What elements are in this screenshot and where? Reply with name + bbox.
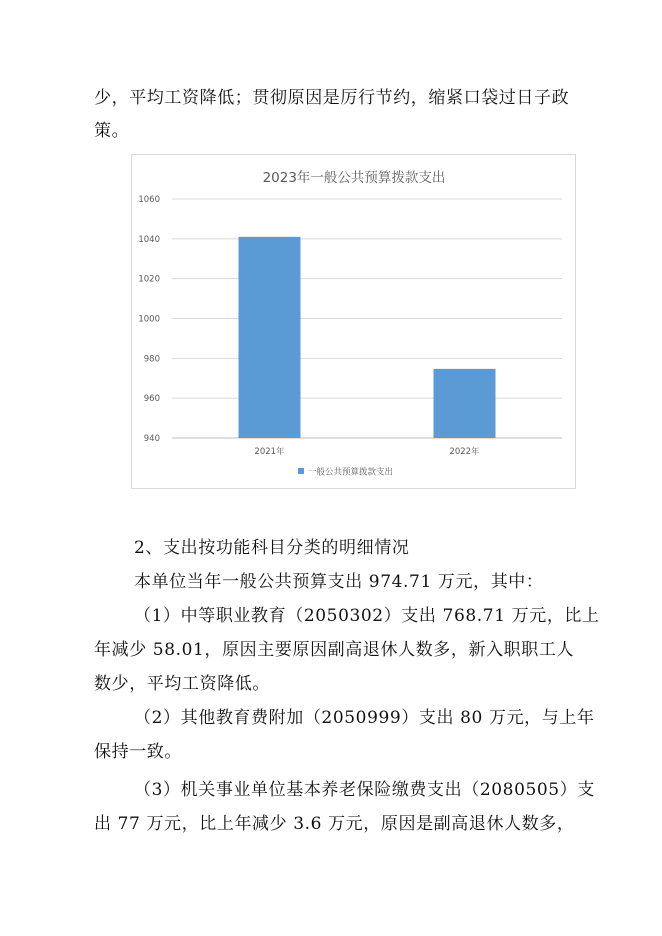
paragraph-line: （2）其他教育费附加（2050999）支出 80 万元，与上年: [134, 708, 595, 728]
bar: [239, 237, 301, 438]
section-heading: 2、支出按功能科目分类的明细情况: [134, 538, 410, 558]
legend-label: 一般公共预算拨款支出: [308, 467, 394, 478]
chart-legend: [298, 467, 393, 478]
paragraph-line: 本单位当年一般公共预算支出 974.71 万元，其中：: [134, 572, 544, 592]
chart-canvas: [132, 155, 577, 490]
x-tick-label: 2021年: [254, 447, 285, 457]
paragraph-line: （3）机关事业单位基本养老保险缴费支出（2080505）支: [134, 780, 595, 800]
y-tick-label: 1040: [138, 234, 160, 245]
y-tick-label: 1000: [138, 314, 160, 325]
bar: [434, 369, 496, 438]
bar-chart: [131, 154, 576, 489]
y-tick-label: 1020: [138, 274, 160, 285]
paragraph-line: 保持一致。: [94, 742, 182, 762]
y-tick-label: 980: [143, 354, 160, 365]
chart-title: 2023年一般公共预算拨款支出: [262, 170, 446, 186]
paragraph-line: 数少，平均工资降低。: [94, 674, 270, 694]
y-tick-label: 1060: [138, 195, 160, 205]
legend-swatch: [298, 468, 304, 474]
paragraph-line: 少，平均工资降低；贯彻原因是厉行节约，缩紧口袋过日子政: [94, 88, 570, 108]
paragraph-line: 年减少 58.01，原因主要原因副高退休人数多，新入职职工人: [94, 640, 575, 660]
paragraph-line: （1）中等职业教育（2050302）支出 768.71 万元，比上: [134, 606, 600, 626]
y-tick-label: 940: [143, 434, 160, 444]
paragraph-line: 出 77 万元，比上年减少 3.6 万元，原因是副高退休人数多，: [94, 814, 575, 834]
y-tick-label: 960: [143, 394, 160, 405]
x-tick-label: 2022年: [449, 447, 480, 457]
paragraph-line: 策。: [94, 121, 130, 141]
